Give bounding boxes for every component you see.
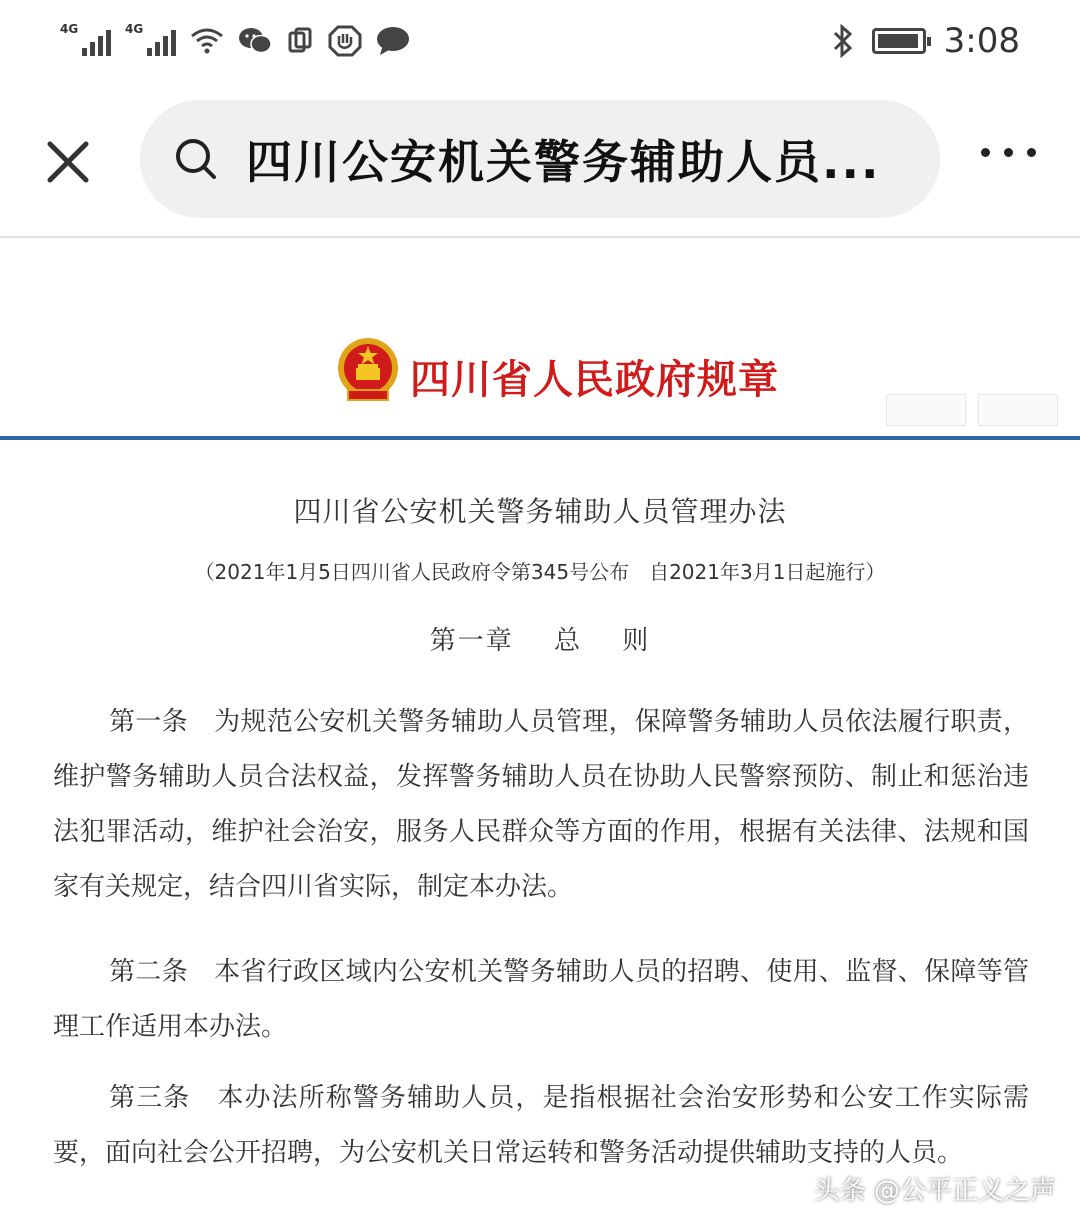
signal-label: 4G (60, 22, 79, 36)
document-subtitle: （2021年1月5日四川省人民政府令第345号公布 自2021年3月1日起施行） (194, 560, 886, 584)
nfc-icon (286, 27, 314, 55)
search-box[interactable] (140, 100, 940, 218)
wechat-icon (238, 27, 272, 55)
wifi-icon (190, 27, 224, 55)
status-bar (0, 0, 1080, 82)
banner-divider (0, 436, 1080, 440)
status-left (60, 22, 410, 57)
status-right (832, 21, 1020, 61)
hand-icon (328, 25, 362, 57)
national-emblem-icon (336, 336, 400, 404)
article-paragraph: 第三条 本办法所称警务辅助人员，是指根据社会治安形势和公安工作实际需要，面向社会公开招聘，为公安机关日常运转和警务活动提供辅助支持的人员。 (53, 1083, 1029, 1168)
banner-title: 四川省人民政府规章 (410, 356, 779, 403)
signal-icon (125, 22, 176, 56)
chapter-heading: 第一章 总 则 (429, 626, 651, 656)
close-icon[interactable] (40, 134, 96, 190)
battery-icon (872, 28, 926, 54)
more-icon[interactable] (981, 148, 1036, 157)
signal-label: 4G (125, 22, 144, 36)
article-paragraph: 第二条 本省行政区域内公安机关警务辅助人员的招聘、使用、监督、保障等管理工作适用本办法。 (53, 957, 1029, 1042)
watermark: 头条 @公平正义之声 (813, 1176, 1056, 1206)
status-time: 3:08 (943, 21, 1020, 61)
search-text[interactable]: 四川公安机关警务辅助人员... (246, 135, 881, 189)
bluetooth-icon (832, 24, 854, 58)
search-icon (174, 137, 218, 181)
header-bar (0, 82, 1080, 238)
document-title: 四川省公安机关警务辅助人员管理办法 (293, 495, 787, 528)
signal-icon (60, 22, 111, 56)
article-paragraph: 第一条 为规范公安机关警务辅助人员管理，保障警务辅助人员依法履行职责，维护警务辅助人员合法权益，发挥警务辅助人员在协助人民警察预防、制止和惩治违法犯罪活动，维护社会治安，服务人民群众等方面的作用，根据有关法律、法规和国家有关规定，结合四川省实际，制定本办法。 (53, 707, 1029, 902)
faded-box (886, 394, 966, 426)
faded-box (978, 394, 1058, 426)
message-icon (376, 26, 410, 56)
document-banner (0, 240, 1080, 440)
